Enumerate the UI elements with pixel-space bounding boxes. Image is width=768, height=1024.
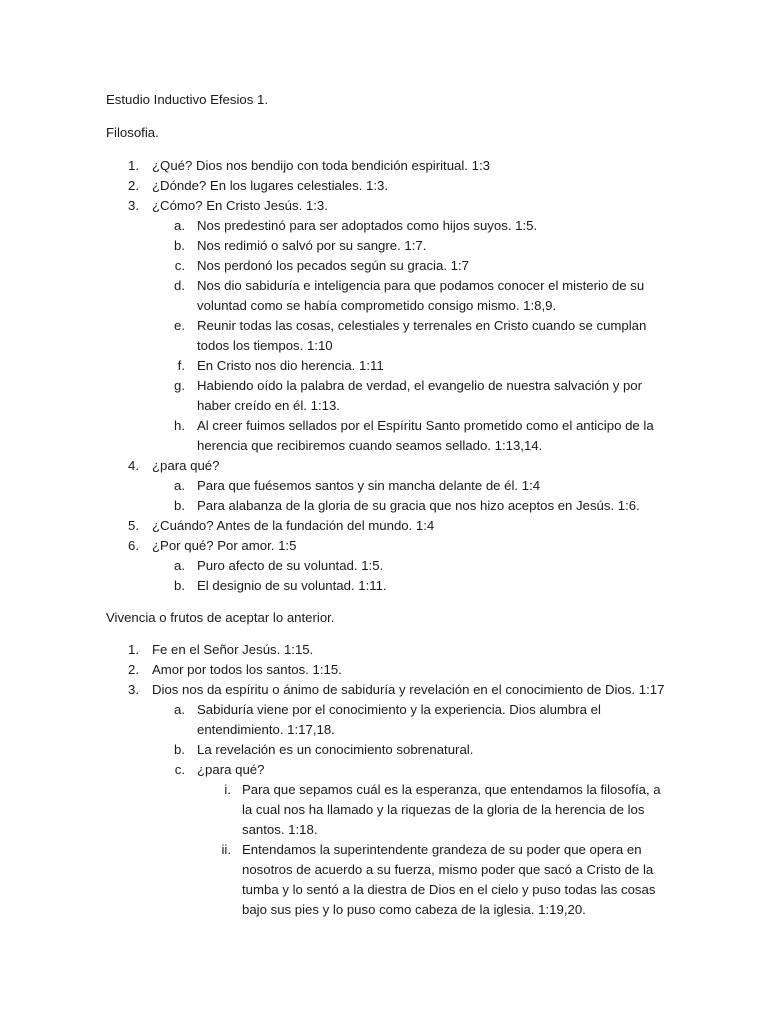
list-item bbox=[0, 156, 768, 176]
list-subitem bbox=[0, 256, 768, 276]
list-item-text: ¿Cuándo? Antes de la fundación del mundo. 1:4 bbox=[152, 518, 435, 533]
list-item bbox=[0, 536, 768, 556]
list-marker: g. bbox=[174, 378, 185, 393]
list-subitem bbox=[0, 416, 768, 456]
list-item-text: ¿para qué? bbox=[197, 762, 265, 777]
list-marker: b. bbox=[174, 578, 185, 593]
list-marker: 5. bbox=[128, 518, 139, 533]
list-subitem bbox=[0, 316, 768, 356]
list-item-text: Para alabanza de la gloria de su gracia que nos hizo aceptos en Jesús. 1:6. bbox=[197, 498, 640, 513]
list-item-text: Nos redimió o salvó por su sangre. 1:7. bbox=[197, 238, 427, 253]
list-marker: h. bbox=[174, 418, 185, 433]
list-item-text: Dios nos da espíritu o ánimo de sabiduría y revelación en el conocimiento de Dios. 1:17 bbox=[152, 682, 665, 697]
list-item-text: Reunir todas las cosas, celestiales y terrenales en Cristo cuando se cumplan todos los tiempos. 1:10 bbox=[197, 318, 647, 353]
filosofia-list bbox=[0, 156, 768, 596]
list-marker: d. bbox=[174, 278, 185, 293]
list-subitem bbox=[0, 356, 768, 376]
list-item-text: Amor por todos los santos. 1:15. bbox=[152, 662, 342, 677]
list-marker: e. bbox=[174, 318, 185, 333]
list-item-text: Sabiduría viene por el conocimiento y la experiencia. Dios alumbra el entendimiento. 1:17,18. bbox=[197, 702, 601, 737]
document-title: Estudio Inductivo Efesios 1. bbox=[106, 92, 269, 107]
list-marker: ii. bbox=[221, 842, 231, 857]
list-item bbox=[0, 516, 768, 536]
list-subitem bbox=[0, 216, 768, 236]
list-item-text: ¿Dónde? En los lugares celestiales. 1:3. bbox=[152, 178, 389, 193]
list-subitem bbox=[0, 276, 768, 316]
list-item bbox=[0, 660, 768, 680]
list-marker: 6. bbox=[128, 538, 139, 553]
list-subitem bbox=[0, 476, 768, 496]
list-subitem bbox=[0, 376, 768, 416]
list-item bbox=[0, 680, 768, 700]
list-marker: 1. bbox=[128, 158, 139, 173]
list-marker: a. bbox=[174, 558, 185, 573]
list-item-text: Nos dio sabiduría e inteligencia para que podamos conocer el misterio de su voluntad como se había comprometido consigo mismo. 1:8,9. bbox=[197, 278, 645, 313]
list-item-text: En Cristo nos dio herencia. 1:11 bbox=[197, 358, 384, 373]
list-item-text: Nos predestinó para ser adoptados como hijos suyos. 1:5. bbox=[197, 218, 538, 233]
list-marker: 4. bbox=[128, 458, 139, 473]
list-marker: 3. bbox=[128, 682, 139, 697]
list-subsubitem bbox=[0, 780, 768, 840]
list-item bbox=[0, 640, 768, 660]
list-subitem bbox=[0, 496, 768, 516]
list-marker: 1. bbox=[128, 642, 139, 657]
list-marker: f. bbox=[177, 358, 185, 373]
list-marker: a. bbox=[174, 702, 185, 717]
section-heading-filosofia: Filosofia. bbox=[106, 125, 159, 140]
list-item-text: Habiendo oído la palabra de verdad, el evangelio de nuestra salvación y por haber creído en él. 1:13. bbox=[197, 378, 643, 413]
list-item-text: Entendamos la superintendente grandeza de su poder que opera en nosotros de acuerdo a su fuerza, mismo poder que sacó a Cristo de la tumba y lo sentó a la diestra de Dios en el cielo y puso todas las cosas bajo sus pies y lo puso como cabeza de la iglesia. 1:19,20. bbox=[242, 842, 656, 917]
list-marker: c. bbox=[174, 762, 185, 777]
list-item-text: Nos perdonó los pecados según su gracia. 1:7 bbox=[197, 258, 469, 273]
list-subsubitem bbox=[0, 840, 768, 920]
list-marker: b. bbox=[174, 238, 185, 253]
list-marker: a. bbox=[174, 478, 185, 493]
list-marker: 2. bbox=[128, 662, 139, 677]
list-subitem bbox=[0, 556, 768, 576]
list-marker: 3. bbox=[128, 198, 139, 213]
list-item-text: Para que fuésemos santos y sin mancha delante de él. 1:4 bbox=[197, 478, 541, 493]
list-marker: c. bbox=[174, 258, 185, 273]
list-item-text: El designio de su voluntad. 1:11. bbox=[197, 578, 387, 593]
vivencia-list bbox=[0, 640, 768, 920]
list-subitem bbox=[0, 760, 768, 780]
list-subitem bbox=[0, 236, 768, 256]
list-marker: b. bbox=[174, 498, 185, 513]
list-item-text: ¿Qué? Dios nos bendijo con toda bendición espiritual. 1:3 bbox=[152, 158, 490, 173]
list-item-text: ¿Por qué? Por amor. 1:5 bbox=[152, 538, 297, 553]
list-subitem bbox=[0, 576, 768, 596]
list-item bbox=[0, 196, 768, 216]
list-item-text: La revelación es un conocimiento sobrenatural. bbox=[197, 742, 474, 757]
list-subitem bbox=[0, 740, 768, 760]
list-item-text: Puro afecto de su voluntad. 1:5. bbox=[197, 558, 384, 573]
list-marker: 2. bbox=[128, 178, 139, 193]
list-item-text: ¿para qué? bbox=[152, 458, 220, 473]
list-item-text: ¿Cómo? En Cristo Jesús. 1:3. bbox=[152, 198, 328, 213]
section-heading-vivencia: Vivencia o frutos de aceptar lo anterior. bbox=[106, 610, 335, 625]
list-marker: b. bbox=[174, 742, 185, 757]
list-item bbox=[0, 456, 768, 476]
list-item bbox=[0, 176, 768, 196]
list-item-text: Al creer fuimos sellados por el Espíritu Santo prometido como el anticipo de la herencia que recibiremos cuando seamos sellado. 1:13,14. bbox=[197, 418, 654, 453]
list-item-text: Fe en el Señor Jesús. 1:15. bbox=[152, 642, 314, 657]
list-marker: a. bbox=[174, 218, 185, 233]
list-marker: i. bbox=[224, 782, 231, 797]
list-item-text: Para que sepamos cuál es la esperanza, que entendamos la filosofía, a la cual nos ha llamado y la riquezas de la gloria de la herencia de los santos. 1:18. bbox=[242, 782, 661, 837]
list-subitem bbox=[0, 700, 768, 740]
